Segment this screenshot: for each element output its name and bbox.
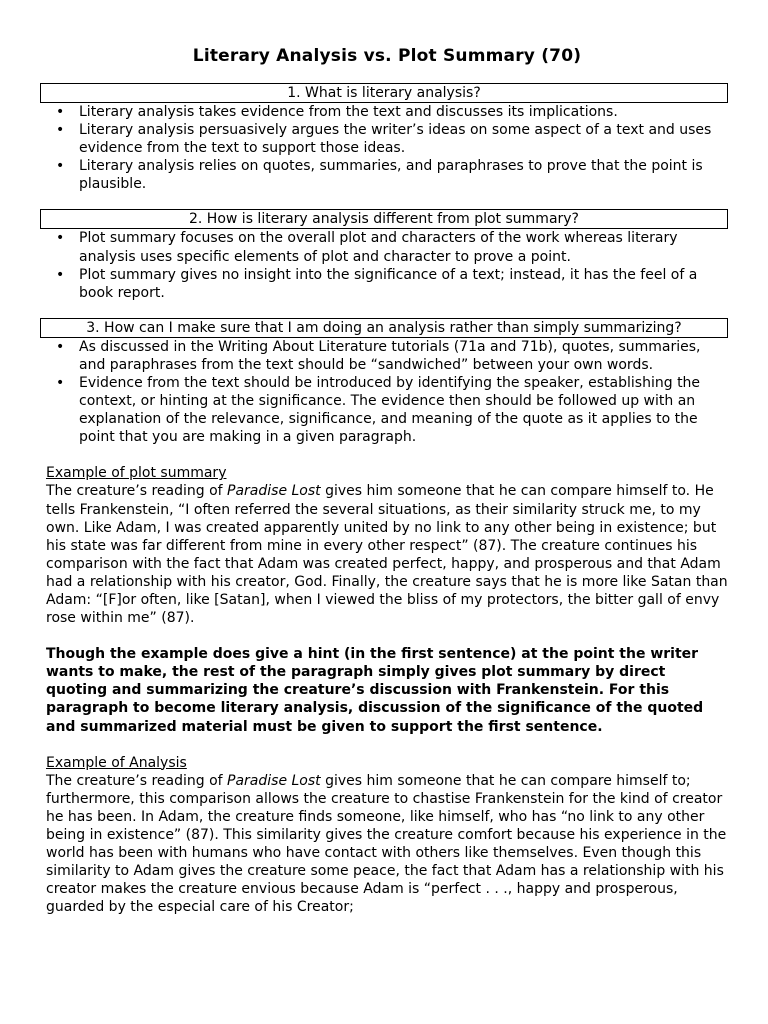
commentary-paragraph: Though the example does give a hint (in the first sentence) at the point the writer wants to make, the rest of the paragraph simply gives plot summary by direct quoting and summarizing the creature’s discussion with Frankenstein. For this paragraph to become literary analysis, discussion of the significance of the quoted and summarized material must be given to support the first sentence. xyxy=(46,646,704,735)
bullet-text: Literary analysis persuasively argues the writer’s ideas on some aspect of a text and uses evidence from the text to support those ideas. xyxy=(79,122,712,157)
plot-example-heading: Example of plot summary xyxy=(46,465,227,482)
question-box-1: 1. What is literary analysis? xyxy=(40,83,728,103)
plot-example-paragraph xyxy=(46,482,728,627)
analysis-text-rest: gives him someone that he can compare himself to; furthermore, this comparison allows the creature to chastise Frankenstein for the kind of creator he has been. In Adam, the creature finds someone, like himself, who has “no link to any other being in existence” (87). This similarity gives the creature comfort because his experience in the world has been with humans who have contact with others like themselves. Even though this similarity to Adam gives the creature some peace, the fact that Adam has a relationship with his creator makes the creature envious because Adam is “perfect . . ., happy and prosperous, guarded by the especial care of his Creator; xyxy=(46,772,727,916)
list-item xyxy=(46,374,728,446)
question-box-2: 2. How is literary analysis different from plot summary? xyxy=(40,209,728,229)
page-title: Literary Analysis vs. Plot Summary (70) xyxy=(192,46,582,66)
bullet-text: Evidence from the text should be introduced by identifying the speaker, establishing the context, or hinting at the significance. The evidence then should be followed up with an explanation of the relevance, significance, and meaning of the quote as it applies to the point that you are making in a given paragraph. xyxy=(79,375,701,446)
analysis-example-heading: Example of Analysis xyxy=(46,754,187,771)
bullet-text: Plot summary gives no insight into the significance of a text; instead, it has the feel of a book report. xyxy=(79,266,698,301)
bullet-icon: • xyxy=(56,266,65,283)
list-item xyxy=(46,103,728,121)
plot-text-start: The creature’s reading of xyxy=(46,483,228,500)
bullet-icon: • xyxy=(56,122,65,139)
list-item xyxy=(46,338,728,374)
bullet-text: Plot summary focuses on the overall plot and characters of the work whereas literary analysis uses specific elements of plot and character to prove a point. xyxy=(79,230,678,265)
list-item xyxy=(46,266,728,302)
bullet-icon: • xyxy=(56,230,65,247)
analysis-text-start: The creature’s reading of xyxy=(46,772,228,789)
bullet-text: Literary analysis takes evidence from the text and discusses its implications. xyxy=(79,104,618,120)
bullet-icon: • xyxy=(56,158,65,175)
analysis-italic-title: Paradise Lost xyxy=(227,772,321,789)
plot-italic-title: Paradise Lost xyxy=(227,483,321,500)
bullet-icon: • xyxy=(56,104,65,120)
bullet-list-3 xyxy=(46,338,728,447)
bullet-text: Literary analysis relies on quotes, summaries, and paraphrases to prove that the point is plausible. xyxy=(79,158,703,193)
bullet-text: As discussed in the Writing About Literature tutorials (71a and 71b), quotes, summaries, and paraphrases from the text should be “sandwiched” between your own words. xyxy=(79,338,701,373)
list-item xyxy=(46,157,728,193)
bullet-list-1 xyxy=(46,103,728,193)
plot-text-rest: gives him someone that he can compare himself to. He tells Frankenstein, “I often referred the several situations, as their similarity struck me, to my own. Like Adam, I was created apparently united by no link to any other being in existence; but his state was far different from mine in every other respect” (87). The creature continues his comparison with the fact that Adam was created perfect, happy, and prosperous and that Adam had a relationship with his creator, God. Finally, the creature says that he is more like Satan than Adam: “[F]or often, like [Satan], when I viewed the bliss of my protectors, the bitter gall of envy rose within me” (87). xyxy=(46,483,728,627)
analysis-example-paragraph xyxy=(46,772,728,917)
list-item xyxy=(46,121,728,157)
list-item xyxy=(46,229,728,265)
question-box-3: 3. How can I make sure that I am doing an analysis rather than simply summarizing? xyxy=(40,318,728,338)
bullet-icon: • xyxy=(56,338,65,355)
bullet-icon: • xyxy=(56,375,65,392)
bullet-list-2 xyxy=(46,229,728,301)
